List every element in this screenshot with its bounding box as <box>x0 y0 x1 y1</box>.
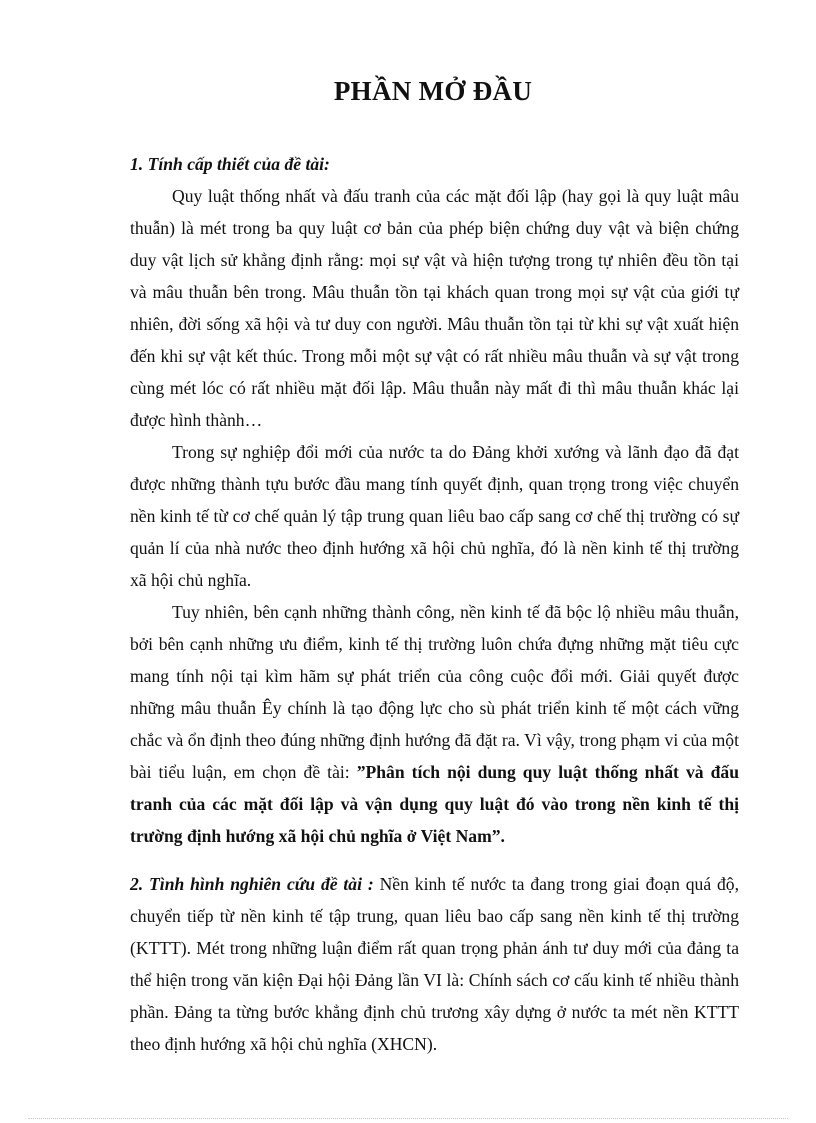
section-1-heading: 1. Tính cấp thiết của đề tài: <box>130 154 330 174</box>
section-2-heading: 2. Tình hình nghiên cứu đề tài : <box>130 874 374 894</box>
page-bottom-rule <box>28 1118 788 1119</box>
thesis-topic: ”Phân tích nội dung quy luật thống nhất và đấu tranh của các mặt đối lập và vận dụng quy luật đó vào trong nền kinh tế thị trường định hướng xã hội chủ nghĩa ở Việt Nam”. <box>130 762 739 846</box>
section-1-paragraph-3 <box>130 596 739 852</box>
section-spacer <box>130 852 739 868</box>
section-2-text: Nền kinh tế nước ta đang trong giai đoạn quá độ, chuyển tiếp từ nền kinh tế tập trung, quan liêu bao cấp sang nền kinh tế thị trường (KTTT). Mét trong những luận điểm rất quan trọng phản ánh tư duy mới của đảng ta thể hiện trong văn kiện Đại hội Đảng lần VI là: Chính sách cơ cấu kinh tế nhiều thành phần. Đảng ta từng bước khẳng định chủ trương xây dựng ở nước ta mét nền KTTT theo định hướng xã hội chủ nghĩa (XHCN). <box>130 874 739 1054</box>
section-1-paragraph-3-text: Tuy nhiên, bên cạnh những thành công, nền kinh tế đã bộc lộ nhiều mâu thuẫn, bởi bên cạnh những ưu điểm, kinh tế thị trường luôn chứa đựng những mặt tiêu cực mang tính nội tại kìm hãm sự phát triển của công cuộc đổi mới. Giải quyết được những mâu thuẫn Êy chính là tạo động lực cho sù phát triển kinh tế một cách vững chắc và ổn định theo đúng những định hướng đã đặt ra. Vì vậy, trong phạm vi của một bài tiểu luận, em chọn đề tài: <box>130 602 739 782</box>
section-2-paragraph <box>130 868 739 1060</box>
page-title: PHẦN MỞ ĐẦU <box>333 76 533 106</box>
section-1-paragraph-1: Quy luật thống nhất và đấu tranh của các mặt đối lập (hay gọi là quy luật mâu thuẫn) là mét trong ba quy luật cơ bản của phép biện chứng duy vật và biện chứng duy vật lịch sử khẳng định rằng: mọi sự vật và hiện tượng trong tự nhiên đều tồn tại và mâu thuẫn bên trong. Mâu thuẫn tồn tại khách quan trong mọi sự vật của giới tự nhiên, đời sống xã hội và tư duy con người. Mâu thuẫn tồn tại từ khi sự vật xuất hiện đến khi sự vật kết thúc. Trong mỗi một sự vật có rất nhiều mâu thuẫn và sự vật trong cùng mét lóc có rất nhiều mặt đối lập. Mâu thuẫn này mất đi thì mâu thuẫn khác lại được hình thành… <box>130 186 739 430</box>
document-body <box>130 148 739 1060</box>
section-1-paragraph-2: Trong sự nghiệp đổi mới của nước ta do Đảng khởi xướng và lãnh đạo đã đạt được những thành tựu bước đầu mang tính quyết định, quan trọng trong việc chuyển nền kinh tế từ cơ chế quản lý tập trung quan liêu bao cấp sang cơ chế thị trường có sự quản lí của nhà nước theo định hướng xã hội chủ nghĩa, đó là nền kinh tế thị trường xã hội chủ nghĩa. <box>130 442 739 590</box>
